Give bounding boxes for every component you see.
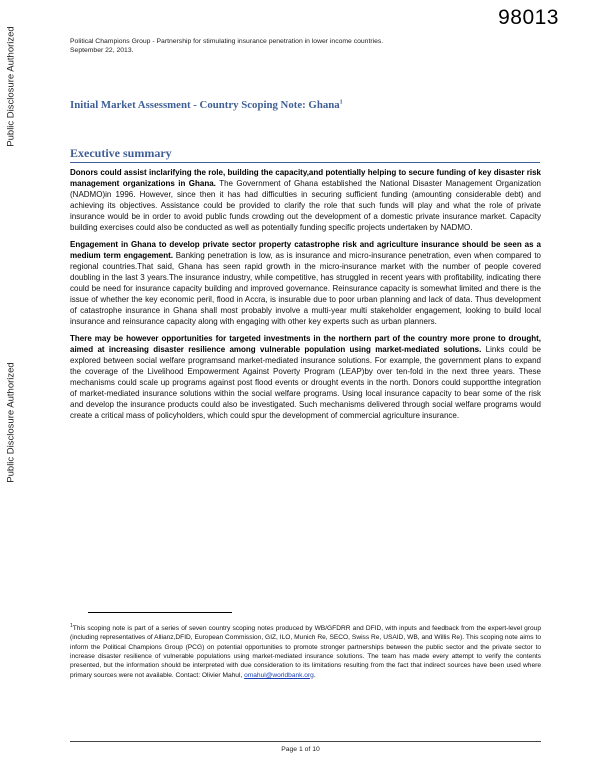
footnote xyxy=(70,622,541,680)
disclosure-label-top xyxy=(0,26,22,146)
document-title xyxy=(70,99,343,111)
page-number: Page 1 of 10 xyxy=(281,746,320,753)
disclosure-label-bottom xyxy=(0,362,22,482)
paragraph-lead: Donors could assist inclarifying the role, building the capacity,and potentially helping to secure funding of key disaster risk management organizations in Ghana. xyxy=(70,168,541,188)
paragraph-body: Banking penetration is low, as is insurance and micro-insurance penetration, even when compared to regional countries.That said, Ghana has seen rapid growth in the micro-insurance market with the number of people covered doubling in the last 3 years.The insurance industry, while competitive, has struggled in recent years with profitability, indicating there could be need for insurance capacity building and improved governance. Reinsurance capacity is somewhat limited and there is the issue of whether the key economic peril, flood in Accra, is insurable due to poor urban planning and lack of data. Thus development of catastrophe insurance in Ghana shall most probably involve a multi-year multi stakeholder engagement, looking to build local insurance and reinsurance capacity along with engaging with other key experts such as urban planners. xyxy=(70,251,541,326)
disclosure-label-text: Public Disclosure Authorized xyxy=(5,361,17,483)
title-footnote-ref: 1 xyxy=(339,99,343,106)
paragraph-lead: Engagement in Ghana to develop private sector property catastrophe risk and agriculture insurance should be seen as a medium term engagement. xyxy=(70,240,541,260)
page-header xyxy=(70,37,490,55)
footnote-divider xyxy=(88,612,232,613)
summary-body xyxy=(70,167,541,427)
page-footer-divider xyxy=(70,741,541,742)
footnote-marker: 1 xyxy=(70,623,73,629)
disclosure-label-text: Public Disclosure Authorized xyxy=(5,25,17,147)
paragraph xyxy=(70,239,541,327)
document-number: 98013 xyxy=(498,6,559,29)
title-text: Initial Market Assessment - Country Scoping Note: Ghana xyxy=(70,99,340,111)
paragraph-lead: There may be however opportunities for targeted investments in the northern part of the country more prone to drought, aimed at increasing disaster resilience among vulnerable population using market-mediated solutions. xyxy=(70,334,541,354)
email-link[interactable]: omahul@worldbank.org xyxy=(244,671,314,679)
paragraph xyxy=(70,167,541,233)
header-line: Political Champions Group - Partnership for stimulating insurance penetration in lower income countries. xyxy=(70,38,384,45)
paragraph-body: The Government of Ghana established the National Disaster Management Organization (NADMO)in 1996. However, since then it has had difficulties in securing sufficient funding (amounting considerable debt) and achieving its objectives. Assistance could be provided to clarify the role that such funds will play and what the role of private insurance would be in order to avoid public funds crowding out the development of a domestic private insurance market. Capacity building exercises could also be conducted as well as potentially funding specific projects undertaken by NADMO. xyxy=(70,179,541,232)
footnote-text: This scoping note is part of a series of seven country scoping notes produced by WB/GFDRR and DFID, with inputs and feedback from the expert-level group (including representatives of Allianz,DFID, European Commission, GIZ, ILO, Munich Re, SECO, Swiss Re, USAID, WB, and Willis Re). This scoping note aims to inform the Political Champions Group (PCG) on potential opportunities to promote stronger partnerships between the public sector and the private sector to increase disaster resilience of vulnerable populations using market-mediated insurance solutions. The team has made every attempt to verify the contents presented, but the information should be interpreted with due consideration to its limitations resulting from the fact that indirect sources have been used where primary sources were not available. Contact: Olivier Mahul, xyxy=(70,625,541,679)
header-date: September 22, 2013. xyxy=(70,47,134,54)
paragraph xyxy=(70,333,541,421)
section-heading: Executive summary xyxy=(70,146,540,163)
paragraph-body: Links could be explored between social welfare programsand market-mediated insurance solutions. For example, the government plans to expand the coverage of the Livelihood Empowerment Against Poverty Program (LEAP)by over ten-fold in the next three years. These mechanisms could scale up programs against post flood events or drought events in the north. Donors could supportthe integration of market-mediated insurance solutions within the social welfare programs. Using local insurance capacity to bear some of the risk and develop the insurance products could also be investigated. Such mechanisms delivered through social welfare programs would create a critical mass of policyholders, which could spur the development of commercial agriculture insurance. xyxy=(70,345,541,420)
footnote-end: . xyxy=(313,671,316,679)
